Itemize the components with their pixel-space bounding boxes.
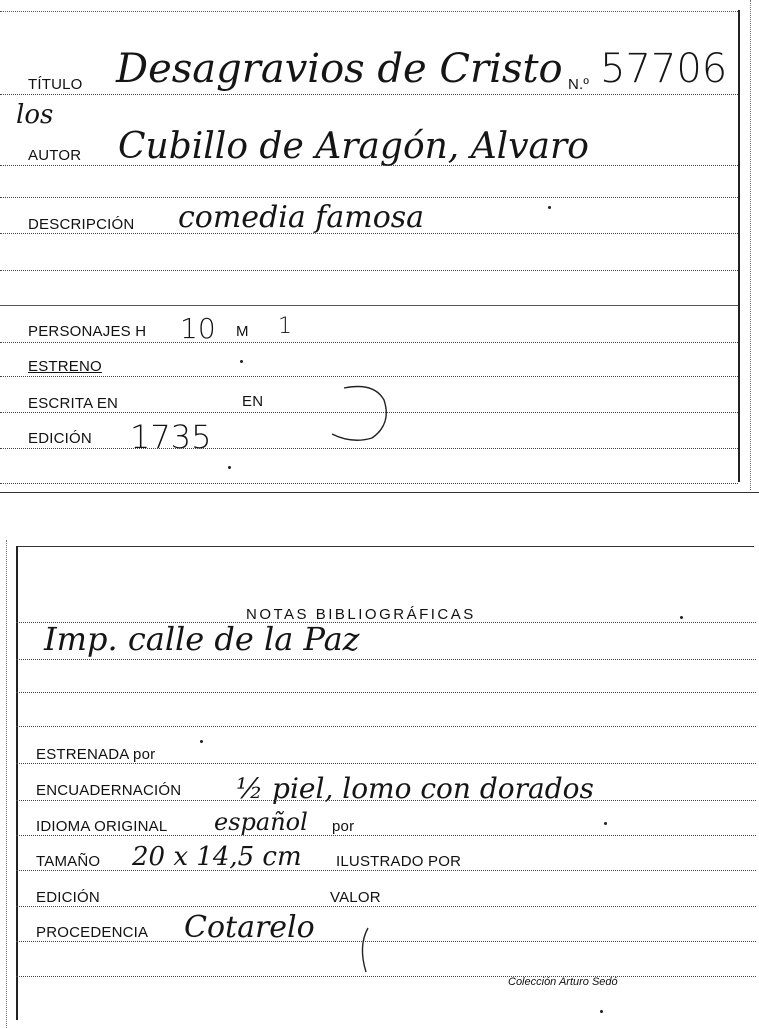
titulo-line [0,94,738,95]
escrita-label: ESCRITA EN [28,395,119,412]
blank-line-5 [16,726,756,727]
estreno-label: ESTRENO [28,358,102,375]
personajes-h-value: 10 [180,312,216,345]
edicion-line [0,448,738,449]
en-label: EN [242,393,264,410]
catalog-card-bottom [0,540,759,1028]
valor-label: VALOR [330,889,381,906]
card-left-border [16,546,18,1020]
encuadernacion-label: ENCUADERNACIÓN [36,782,182,799]
blank-line-4 [16,692,756,693]
speck [548,206,551,209]
encuadernacion-line [16,800,756,801]
speck [680,616,683,619]
speck [200,740,203,743]
titulo-label: TÍTULO [28,76,83,93]
card-left-edge-shadow [6,540,7,1028]
estreno-line [0,376,738,377]
card-right-edge-shadow [750,0,751,490]
section-divider [0,305,738,306]
punch-hole-mark [322,382,394,444]
card-bottom-border [0,492,759,493]
autor-line [0,165,738,166]
idioma-value: español [214,808,308,836]
card-top-border [16,546,754,547]
procedencia-label: PROCEDENCIA [36,924,149,941]
descripcion-label: DESCRIPCIÓN [28,216,135,233]
notas-heading: NOTAS BIBLIOGRÁFICAS [246,606,476,623]
personajes-label: PERSONAJES H [28,323,147,340]
descripcion-line [0,233,738,234]
idioma-label: IDIOMA ORIGINAL [36,818,168,835]
procedencia-value: Cotarelo [184,910,315,945]
catalog-card-top [0,0,759,494]
notas-value: Imp. calle de la Paz [44,620,360,658]
tamano-line [16,870,756,871]
card-right-border [738,10,740,482]
blank-line-1 [0,197,738,198]
speck [604,822,607,825]
numero-label: N.º [568,76,590,93]
estrenada-label: ESTRENADA por [36,746,156,763]
speck [600,1010,603,1013]
blank-line-6 [16,976,756,977]
speck [228,466,231,469]
titulo-value: Desagravios de Cristo [116,46,563,92]
card-top-rule [0,11,738,12]
speck [240,360,243,363]
idioma-line [16,835,756,836]
notas-line [16,659,756,660]
edicion-line [16,906,756,907]
descripcion-value: comedia famosa [178,200,425,235]
numero-value: 57706 [600,46,728,92]
procedencia-line [16,941,756,942]
autor-value: Cubillo de Aragón, Alvaro [118,126,589,167]
personajes-m-label: M [236,323,249,340]
coleccion-label: Colección Arturo Sedó [508,976,618,988]
tamano-label: TAMAÑO [36,853,101,870]
estrenada-line [16,763,756,764]
autor-label: AUTOR [28,147,82,164]
edicion-label: EDICIÓN [36,889,100,906]
blank-line-2 [0,270,738,271]
titulo-article: los [16,100,54,130]
edicion-value: 1735 [130,418,212,456]
edicion-label: EDICIÓN [28,430,92,447]
personajes-line [0,342,738,343]
ilustrado-label: ILUSTRADO POR [336,853,462,870]
personajes-m-value: 1 [278,314,292,339]
tamano-value: 20 x 14,5 cm [132,842,302,872]
idioma-por-label: por [332,818,355,835]
blank-line-3 [0,483,738,484]
punch-hole-mark [356,926,376,976]
encuadernacion-value: ½ piel, lomo con dorados [236,772,594,805]
